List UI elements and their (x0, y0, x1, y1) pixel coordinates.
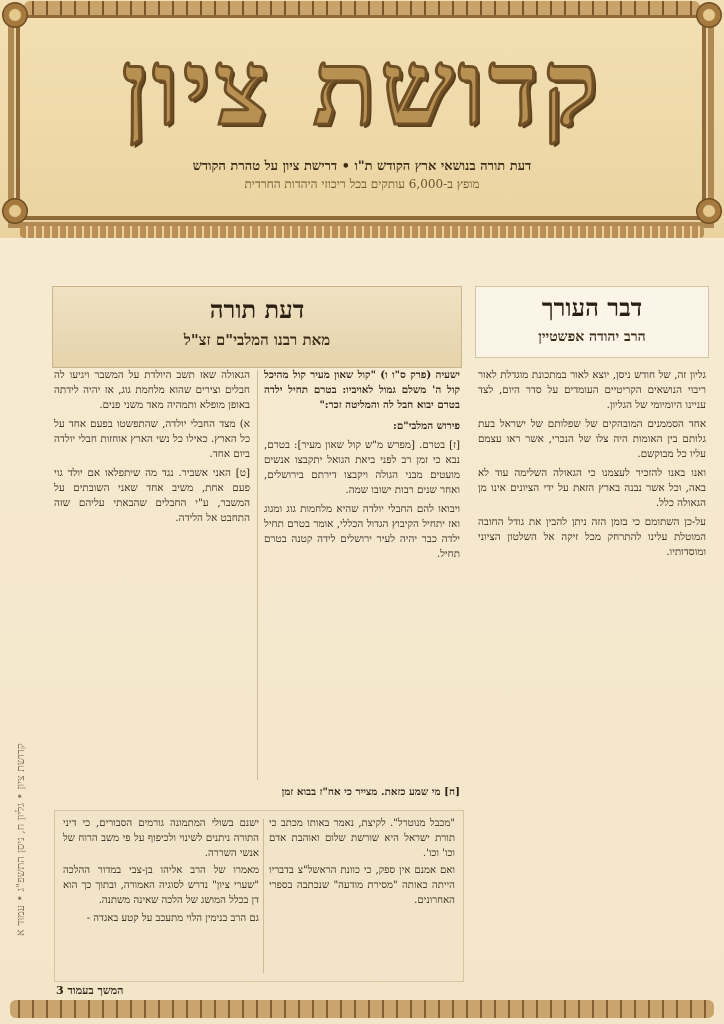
editor-column (478, 368, 706, 988)
daat-torah-title: דעת תורה (209, 295, 305, 324)
article-paragraph: גם הרב בנימין הלוי מתעכב על קטע באגדה - (86, 912, 259, 924)
masthead-title: קדושת ציון (121, 25, 603, 149)
article-paragraph: ישנם בשולי המתמונה גורמים הסבורים, כי דיני התורה ניתנים לשינוי ולכיפוף על פי משב הרוח של אנשי השררה. (63, 818, 259, 859)
editor-byline: הרב יהודה אפשטיין (538, 329, 646, 345)
verse-quote: ישעיה (פרק ס"ו ו) "קול שאון מעיר קול מהיכל קול ה' משלם גמול לאויביו: בטרם תחיל ילדה בטרם יבוא חבל לה והמליטה זכר:" (264, 369, 460, 411)
editor-title: דבר העורך (541, 293, 643, 322)
commentary-paragraph: [ט] האני אשביר. נגד מה שיתפלאו אם יולד גוי פעם אחת, משיב אחד שאני השובתים על המשבר, ע"י החבלים שהבאתי עליהם שזה התחבט אל הלידה. (54, 467, 250, 524)
middle-column (264, 368, 460, 782)
editor-paragraph: ואנו באנו להזכיר לעצמנו כי הגאולה השלימה עוד לא באה, וכל אשר נבנה בארץ הזאת על ידי הציונים אינו מן הגאולה כלל. (478, 467, 706, 509)
article-paragraph: "מכבל מנוטרל". לקיצת, נאמר באותו מכתב כי תורת ישראל היא שורשת שלום ואוהבת אדם וכו' וכו'. (269, 818, 455, 859)
page-side-running-head: קדושת ציון • גליון ח, ניסן התשפ"ג • עמוד א (14, 743, 27, 937)
daat-torah-header (52, 286, 462, 368)
masthead-subtitle: דעת תורה בנושאי ארץ הקודש ת"ו • דרישת ציון על טהרת הקודש (192, 159, 532, 174)
commentary-paragraph: הגאולה שאז תשב היולדת על המשבר ויגיעו לה חבלים וצירים שהוא מלחמת גוג, אז יהיה לידתה באופן מופלא ותמהיה מאד משני פנים. (54, 369, 250, 411)
editor-paragraph: גליון זה, של חודש ניסן, יוצא לאור במתכונת מוגדלת לאור ריבוי הנושאים הקריטיים העומדים על סדר היום, לצד עניינו היומיומי של הגליון. (478, 369, 706, 411)
frame-corner-ornament (2, 2, 28, 28)
article-paragraph: מאמרו של הרב אליהו בן-צבי במדור ההלכה "שערי ציון" נדרש לסוגיה האמורה, ובתוך כך הוא דן בכלל המושג של הלכה שאינה משתנה. (63, 865, 259, 906)
frame-corner-ornament (696, 198, 722, 224)
section-footer-label: [ח] מי שמע כזאת. מצייר כי אח"ז בבוא זמן (281, 786, 460, 798)
commentary-paragraph: [ז] בטרם. [מפרש מ"ש קול שאון מעיר]: בטרם, נבא כי זמן רב לפני ביאת הגואל יתקבצו אנשים מועטים מבני הגולה ויקבצו דירתם בירושלים, ואחר שנים רבות ישובו שמה. (264, 439, 460, 496)
frame-corner-ornament (2, 198, 28, 224)
bead-border-bottom (10, 1000, 714, 1018)
editor-header (475, 286, 709, 358)
commentary-paragraph: א) מצד החבלי יולדה, שהתפשטו בפעם אחד על כל הארץ. כאילו כל נשי הארץ אוחזות חבלי יולדה ביום אחד. (54, 418, 250, 460)
editor-paragraph: על-כן השתומם כי בזמן הזה ניתן להבין את גודל החובה המוטלת עלינו להתרחק מכל זיקה אל השלטון הציוני ומוסדותיו. (478, 516, 706, 558)
header-divider (20, 226, 704, 238)
bottom-left-column (63, 817, 259, 977)
bead-border-top (24, 1, 700, 15)
column-divider (257, 370, 258, 780)
frame-corner-ornament (696, 2, 722, 28)
left-column (54, 368, 250, 782)
editor-paragraph: אחד הסממנים המובהקים של שפלותם של ישראל בעת גלותם בין האומות היה צלו של הנכרי, אשר ראו עצמם עליו כל מבוקשם. (478, 418, 706, 460)
masthead-area (0, 0, 724, 238)
bottom-right-column (269, 817, 455, 977)
article-paragraph: ואם אמנם אין ספק, כי כוונת הראשל"צ בדבריו הייתה כאותה "מסירת מודעה" שנכתבה בספרי האחרונים. (269, 865, 455, 906)
section-label: פירוש המלבי"ם: (393, 420, 460, 432)
continued-link[interactable]: המשך בעמוד 3 (56, 984, 124, 997)
circulation-note: מופץ ב-6,000 עותקים בכל ריכוזי היהדות החרדית (244, 177, 480, 191)
daat-torah-byline: מאת רבנו המלבי"ם זצ"ל (183, 331, 331, 349)
bottom-article-box (54, 810, 464, 982)
commentary-paragraph: ויבואו להם החבלי יולדה שהיא מלחמות גוג ומגוג ואז יתחיל הקיבוץ הגדול הכללי, אומר בטרם תחיל ילדה כבר יהיה לעיר ירושלים לידה קטנה בטרם תחיל. (264, 503, 460, 560)
column-divider (263, 819, 264, 973)
